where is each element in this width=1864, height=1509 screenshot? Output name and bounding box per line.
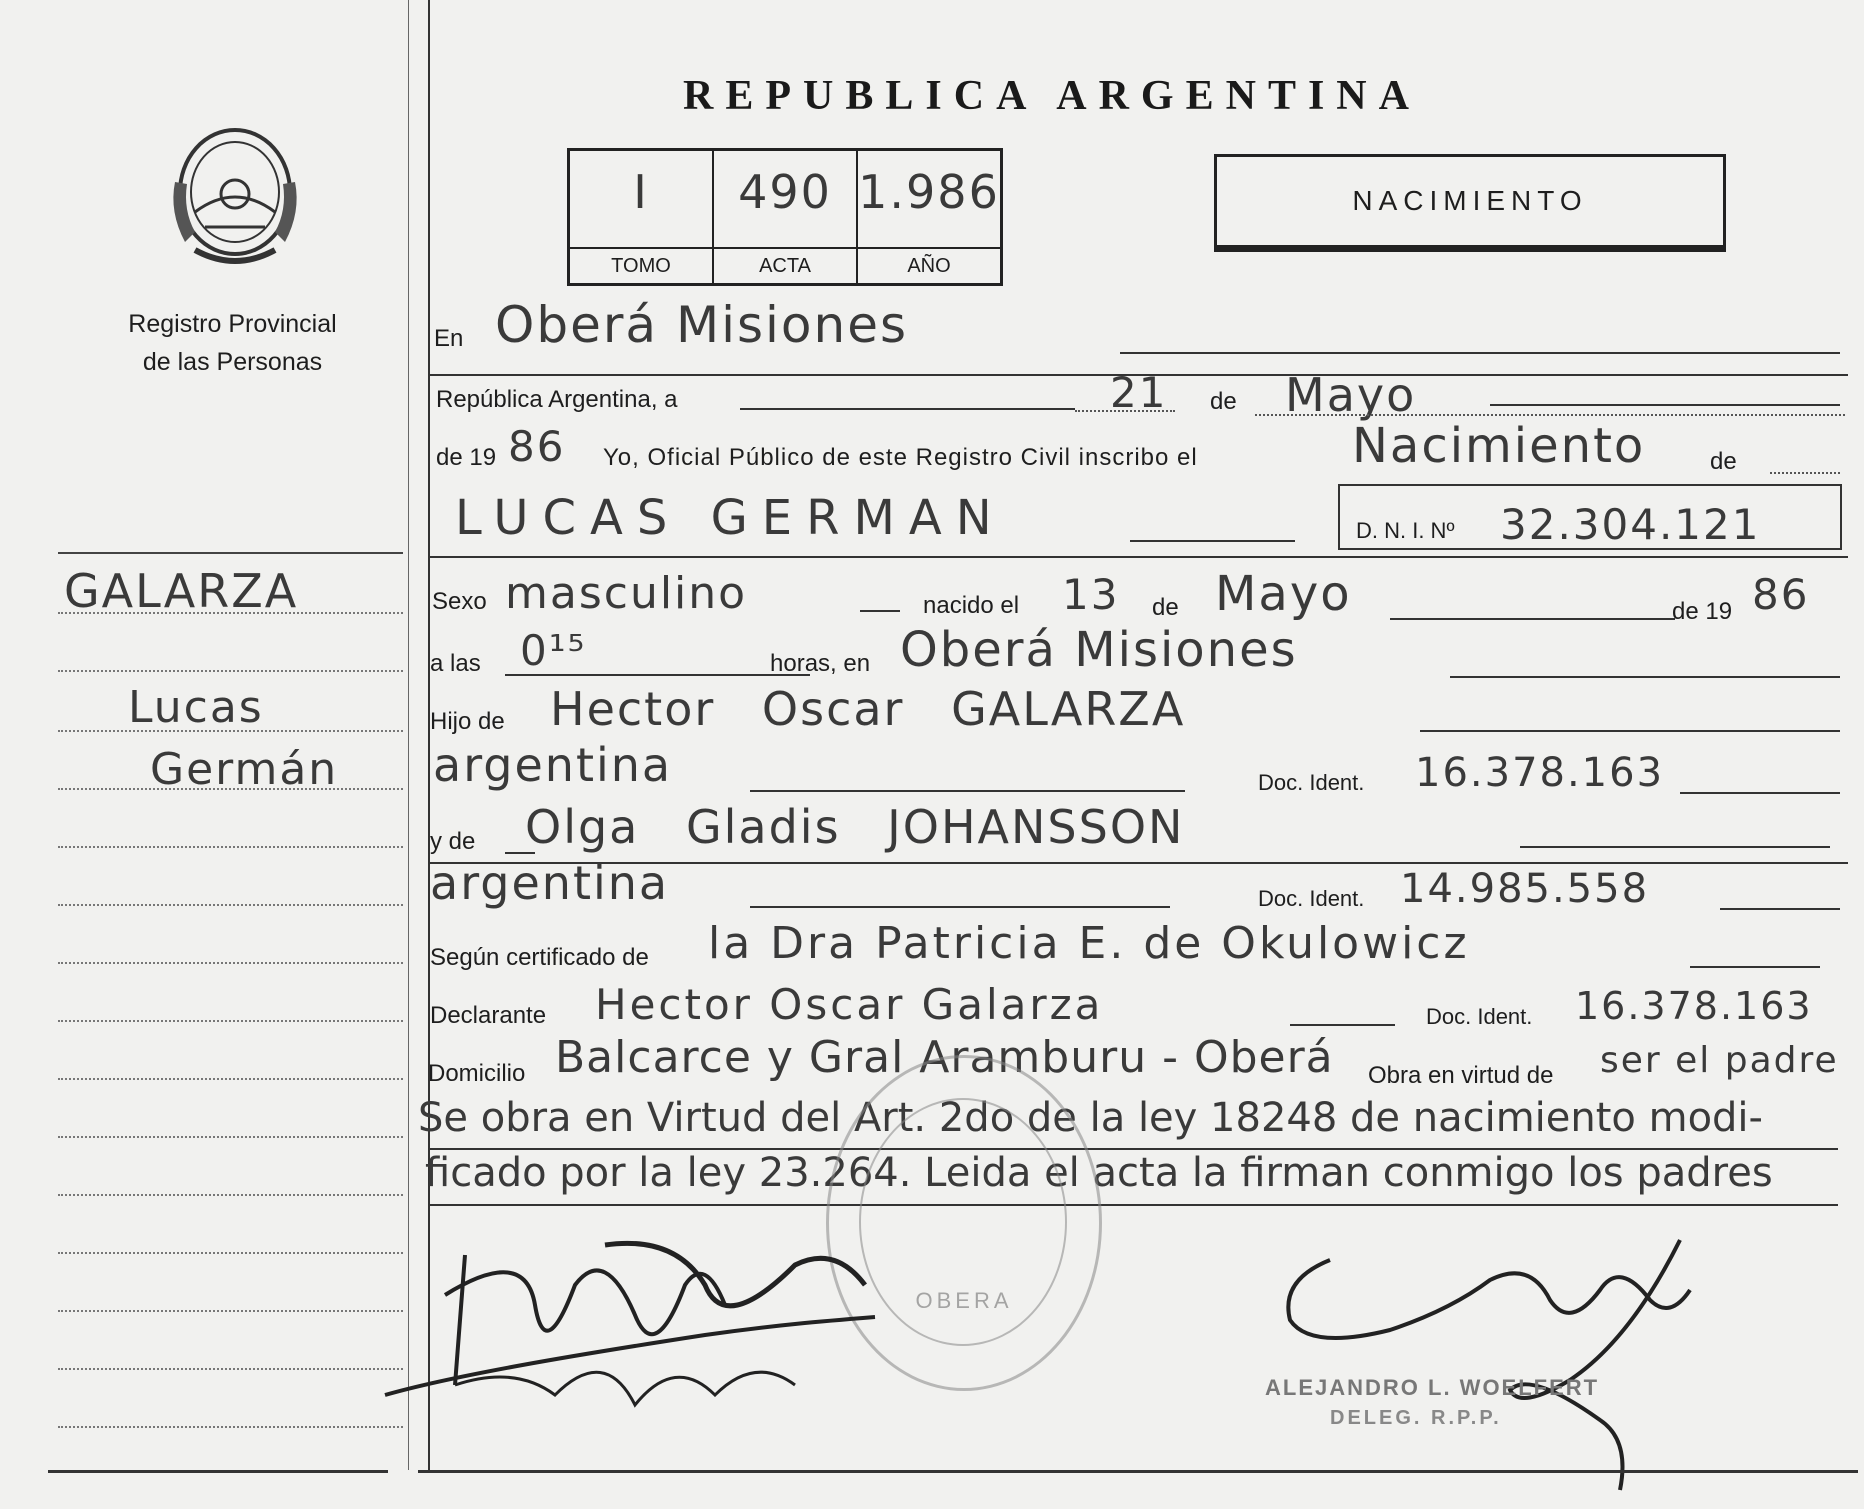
form-line — [428, 1204, 1838, 1206]
margin-surname: GALARZA — [64, 564, 299, 618]
en-label: En — [434, 325, 464, 352]
birth-month-value: Mayo — [1215, 566, 1352, 622]
margin-rule — [58, 1136, 403, 1138]
father-doc-value: 16.378.163 — [1415, 750, 1665, 796]
bottom-rule-right — [418, 1470, 1858, 1473]
margin-given-name-1: Lucas — [128, 682, 264, 733]
tomo-label: TOMO — [570, 247, 712, 283]
record-type-box: NACIMIENTO — [1214, 154, 1726, 248]
form-line — [1390, 618, 1675, 620]
dni-value: 32.304.121 — [1500, 500, 1761, 549]
domicilio-value: Balcarce y Gral Aramburu - Oberá — [555, 1032, 1334, 1083]
declarante-value: Hector Oscar Galarza — [595, 980, 1104, 1029]
mother-name-value: Olga Gladis JOHANSSON — [525, 800, 1185, 854]
margin-rule — [58, 1426, 403, 1428]
registry-line-2: de las Personas — [142, 348, 323, 376]
sexo-label: Sexo — [432, 588, 487, 615]
year-prefix-label-2: de 19 — [1672, 598, 1733, 625]
margin-rule — [58, 670, 403, 672]
form-line — [1490, 404, 1840, 406]
child-name-value: LUCAS GERMAN — [455, 490, 1006, 546]
segun-label: Según certificado de — [430, 944, 649, 971]
declarante-doc-label: Doc. Ident. — [1426, 1004, 1533, 1029]
ano-value: 1.986 — [858, 165, 1000, 219]
tomo-value: I — [633, 165, 649, 219]
hijo-label: Hijo de — [430, 708, 505, 735]
form-dotted-line — [1255, 414, 1845, 416]
birth-year-value: 86 — [1752, 570, 1810, 619]
form-line — [1420, 730, 1840, 732]
remarks-line-2: ficado por la ley 23.264. Leida el acta la firman conmigo los padres — [425, 1150, 1773, 1196]
declarante-label: Declarante — [430, 1002, 547, 1029]
form-line — [505, 674, 810, 676]
yde-label: y de — [430, 828, 476, 855]
father-doc-label: Doc. Ident. — [1258, 770, 1365, 795]
acta-cell — [714, 151, 858, 283]
form-line — [1120, 352, 1840, 354]
registry-name — [60, 305, 405, 381]
provincial-seal-icon — [165, 122, 305, 272]
form-line — [1680, 792, 1840, 794]
remarks-line-1: Se obra en Virtud del Art. 2do de la ley 18248 de nacimiento modi- — [418, 1095, 1763, 1141]
obra-label: Obra en virtud de — [1368, 1062, 1554, 1089]
day-value: 21 — [1110, 368, 1168, 417]
birth-day-value: 13 — [1062, 570, 1120, 619]
margin-rule — [58, 552, 403, 554]
mother-nationality-value: argentina — [430, 856, 670, 910]
form-line — [1690, 966, 1820, 968]
obra-value: ser el padre — [1600, 1040, 1839, 1081]
act-value: Nacimiento — [1352, 418, 1646, 474]
mother-doc-value: 14.985.558 — [1400, 866, 1650, 912]
republica-label: República Argentina, a — [436, 386, 678, 413]
margin-rule — [58, 1194, 403, 1196]
form-line — [750, 790, 1185, 792]
ano-cell — [858, 151, 1000, 283]
margin-rule — [58, 1310, 403, 1312]
mother-doc-label: Doc. Ident. — [1258, 886, 1365, 911]
form-line — [860, 610, 900, 612]
nacido-label: nacido el — [923, 592, 1020, 619]
bottom-rule-left — [48, 1470, 388, 1473]
year-value: 86 — [508, 422, 566, 471]
tomo-acta-ano-box — [567, 148, 1003, 286]
acta-value: 490 — [738, 165, 832, 219]
yo-text: Yo, Oficial Público de este Registro Civil inscribo el — [603, 444, 1198, 471]
form-line — [750, 906, 1170, 908]
declarante-doc-value: 16.378.163 — [1575, 984, 1813, 1028]
alas-label: a las — [430, 650, 481, 677]
form-line — [505, 852, 535, 854]
official-name: ALEJANDRO L. WOELFERT — [1265, 1375, 1600, 1400]
form-line — [428, 556, 1848, 558]
birth-place-value: Oberá Misiones — [900, 622, 1298, 678]
seal-text: OBERA — [915, 1288, 1013, 1313]
month-value: Mayo — [1285, 368, 1417, 422]
de-label-2: de — [1710, 448, 1737, 475]
year-prefix-label: de 19 — [436, 444, 497, 471]
domicilio-label: Domicilio — [428, 1060, 526, 1087]
certificate-value: la Dra Patricia E. de Okulowicz — [708, 918, 1470, 969]
place-value: Oberá Misiones — [495, 296, 909, 354]
parents-signature-icon — [375, 1225, 895, 1435]
form-line — [1130, 540, 1295, 542]
margin-rule — [58, 1078, 403, 1080]
form-line — [740, 408, 1075, 410]
document-title: REPUBLICA ARGENTINA — [683, 73, 1421, 119]
father-nationality-value: argentina — [433, 738, 673, 792]
de-label: de — [1210, 388, 1237, 415]
form-dotted-line — [1075, 410, 1175, 412]
margin-rule — [58, 1020, 403, 1022]
form-line — [1520, 846, 1830, 848]
sexo-value: masculino — [505, 568, 748, 619]
horas-label: horas, en — [770, 650, 871, 677]
form-dotted-line — [1770, 472, 1840, 474]
hour-value: 0¹⁵ — [520, 626, 587, 675]
ano-label: AÑO — [858, 247, 1000, 283]
form-line — [1450, 676, 1840, 678]
acta-label: ACTA — [714, 247, 856, 283]
margin-rule — [58, 846, 403, 848]
margin-given-name-2: Germán — [150, 744, 339, 795]
father-name-value: Hector Oscar GALARZA — [550, 682, 1186, 736]
dni-label: D. N. I. Nº — [1356, 518, 1455, 543]
form-line — [1290, 1024, 1395, 1026]
de-label-3: de — [1152, 594, 1179, 621]
margin-rule — [58, 1368, 403, 1370]
margin-rule — [58, 1252, 403, 1254]
margin-rule — [58, 962, 403, 964]
margin-rule — [58, 904, 403, 906]
official-signature-icon — [1270, 1220, 1790, 1500]
registry-line-1: Registro Provincial — [128, 310, 337, 338]
tomo-cell — [570, 151, 714, 283]
official-title: DELEG. R.P.P. — [1330, 1407, 1502, 1429]
form-line — [1720, 908, 1840, 910]
